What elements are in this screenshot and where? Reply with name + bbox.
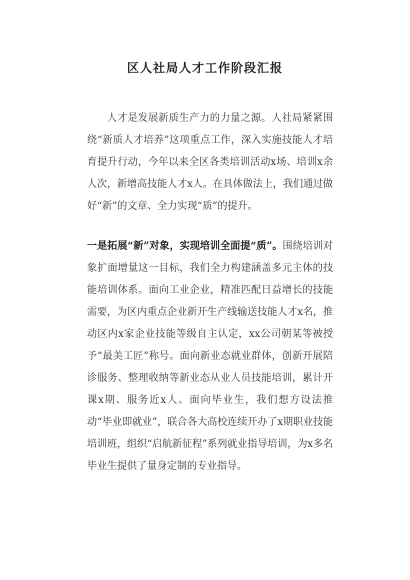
- section-one-body: 围绕培训对象扩面增量这一目标，我们全力构建涵盖多元主体的技能培训体系。面向工业企业，精准匹配日益增长的技能需要，为区内重点企业新开生产线输送技能人才x名，推动区内x家企业技能等级自主认定，xx公司朝某等被授予“最美工匠”称号。面向新业态就业群体，创新开展陪诊服务、整理收纳等新业态从业人员技能培训，累计开课x期、服务近x人。面向毕业生，我们想方设法推动“毕业即就业”，联合各大高校连续开办了x期职业技能培训班，组织“启航新征程”系列就业指导培训，为x多名毕业生提供了量身定制的专业指导。: [87, 241, 333, 472]
- paragraph-intro: 人才是发展新质生产力的力量之源。人社局紧紧围绕“新质人才培养”这项重点工作，深入实施技能人才培育提升行动，今年以来全区各类培训活动x场、培训x余人次，新增高技能人才x人。在具体做法上，我们通过做好“新”的文章、全力实现“质”的提升。: [87, 113, 333, 212]
- document-title: 区人社局人才工作阶段汇报: [126, 61, 283, 75]
- paragraph-section-one: [87, 236, 333, 478]
- section-one-heading: 一是拓展“新”对象，实现培训全面提“质”。: [87, 241, 283, 252]
